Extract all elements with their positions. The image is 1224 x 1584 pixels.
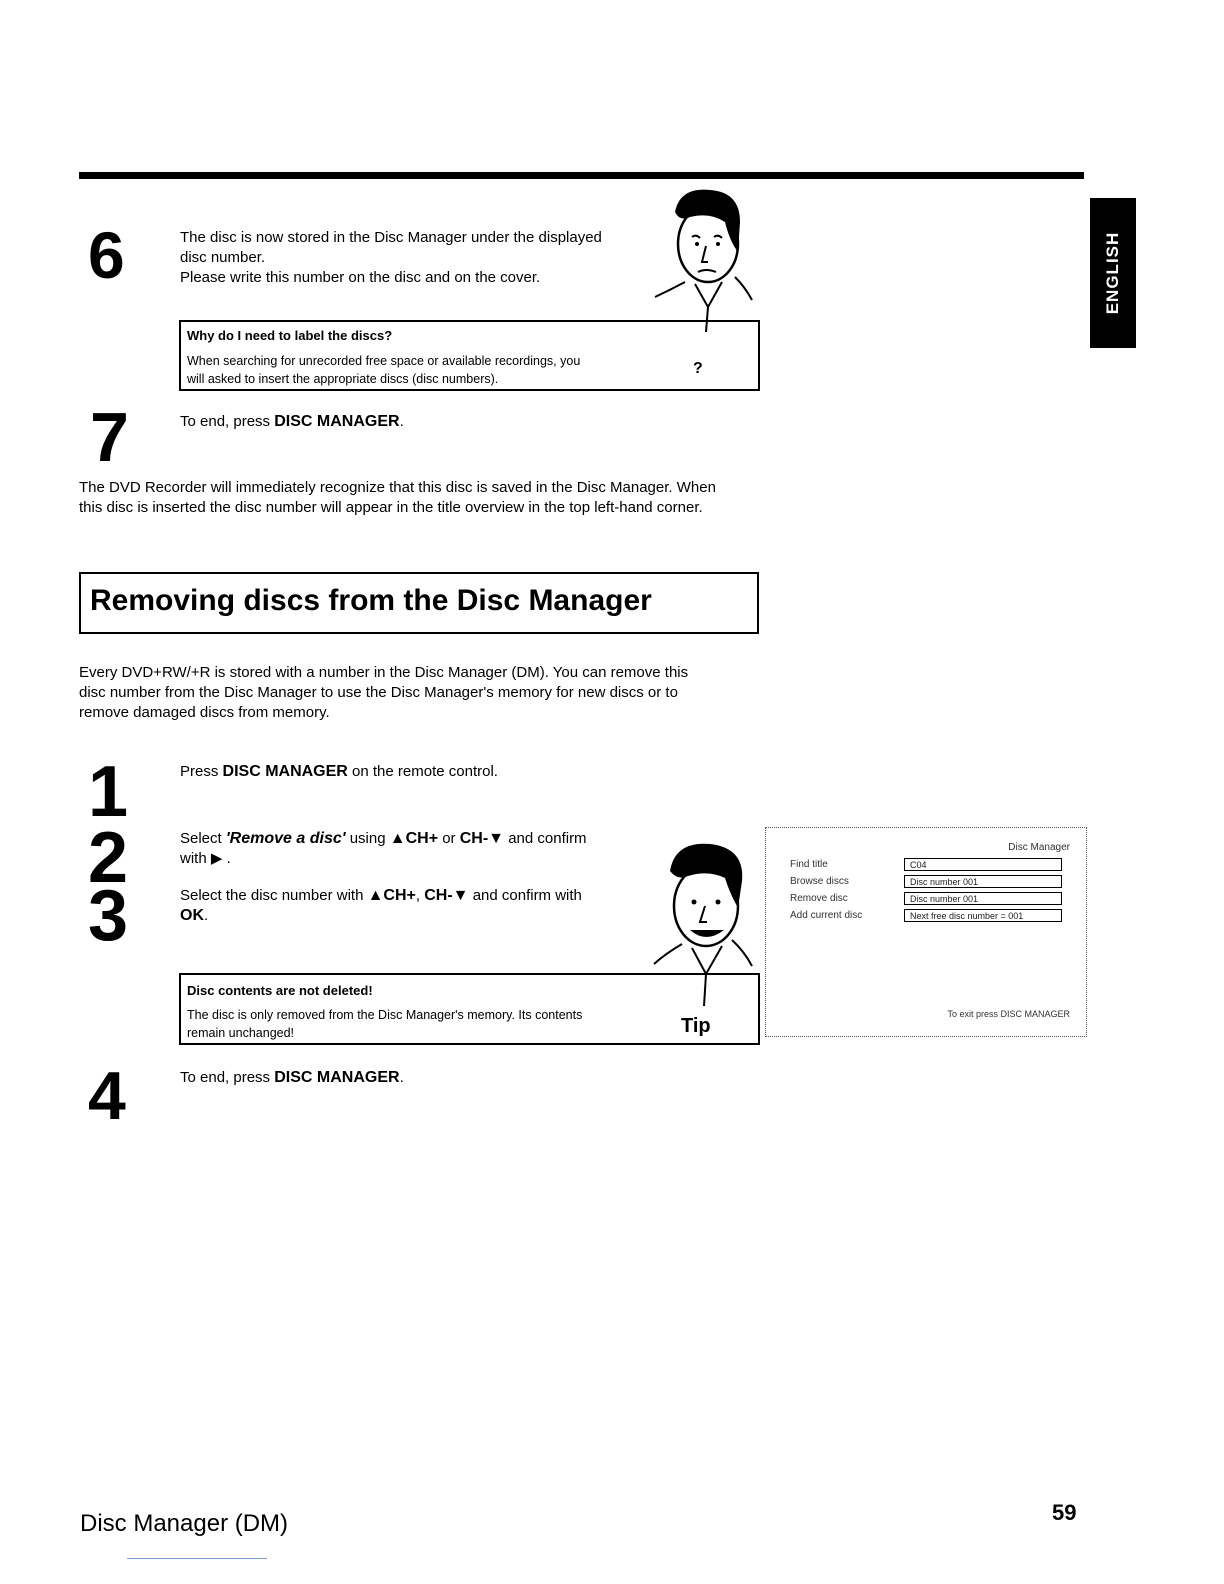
osd-row-value: C04 <box>904 858 1062 871</box>
paragraph-line: remove damaged discs from memory. <box>79 704 330 721</box>
note-why-line: When searching for unrecorded free space or available recordings, you <box>187 354 581 368</box>
ch-up-key: ▲CH+ <box>389 830 439 847</box>
ch-down-key: CH-▼ <box>459 830 505 847</box>
note-why-title: Why do I need to label the discs? <box>187 328 393 343</box>
osd-row-label: Add current disc <box>790 910 863 921</box>
osd-row-value: Disc number 001 <box>904 875 1062 888</box>
step-1-text <box>180 762 498 782</box>
footer-underline <box>127 1558 267 1559</box>
step-number-2: 2 <box>88 818 129 898</box>
step-2-confirm: and confirm <box>508 830 587 847</box>
top-rule <box>79 172 1084 179</box>
step-3-text <box>180 886 640 926</box>
section-heading-box <box>79 572 759 634</box>
page-number: 59 <box>1052 1500 1077 1525</box>
note-why-text <box>187 352 647 388</box>
note-contents-title: Disc contents are not deleted! <box>187 983 373 998</box>
step-4-text <box>180 1068 404 1088</box>
paragraph-line: this disc is inserted the disc number will appear in the title overview in the top left-hand corner. <box>79 499 703 516</box>
step-2-period: . <box>226 850 231 867</box>
disc-manager-osd <box>765 827 1087 1037</box>
step-7-suffix: . <box>399 413 404 430</box>
osd-row-label: Remove disc <box>790 893 848 904</box>
step-4-suffix: . <box>399 1069 404 1086</box>
language-tab-label: ENGLISH <box>1103 231 1122 315</box>
right-arrow-icon: ▶ <box>210 850 223 867</box>
note-contents-not-deleted <box>179 973 760 1045</box>
step-2-text <box>180 829 640 869</box>
step-number-3: 3 <box>88 876 129 956</box>
step-2-with: with <box>180 850 207 867</box>
step-6-line: The disc is now stored in the Disc Manager under the displayed <box>180 229 602 246</box>
language-tab <box>1090 198 1136 348</box>
step-3-prefix: Select the disc number with <box>180 887 364 904</box>
paragraph-line: Every DVD+RW/+R is stored with a number in the Disc Manager (DM). You can remove this <box>79 664 689 681</box>
tip-label: Tip <box>681 1015 711 1037</box>
step-1-suffix: on the remote control. <box>352 763 498 780</box>
footer-chapter-title: Disc Manager (DM) <box>80 1510 289 1537</box>
question-mark-icon: ? <box>693 360 703 377</box>
note-contents-line: remain unchanged! <box>187 1026 295 1040</box>
note-contents-text <box>187 1006 657 1042</box>
disc-manager-key: DISC MANAGER <box>222 763 348 780</box>
step-2-using: using <box>349 830 386 847</box>
step-number-4: 4 <box>88 1058 126 1134</box>
ok-key: OK <box>180 907 204 924</box>
step-3-comma: , <box>415 887 421 904</box>
ch-down-key: CH-▼ <box>424 887 469 904</box>
step-7-prefix: To end, press <box>180 413 271 430</box>
step-2-select: Select <box>180 830 222 847</box>
step-6-line: Please write this number on the disc and on the cover. <box>180 269 541 286</box>
osd-title: Disc Manager <box>1008 842 1070 853</box>
osd-row-value: Next free disc number = 001 <box>904 909 1062 922</box>
osd-footer: To exit press DISC MANAGER <box>947 1009 1070 1019</box>
step-1-prefix: Press <box>180 763 219 780</box>
step-6-line: disc number. <box>180 249 266 266</box>
step-3-confirm: and confirm with <box>472 887 582 904</box>
ch-up-key: ▲CH+ <box>367 887 416 904</box>
disc-manager-key: DISC MANAGER <box>274 1069 400 1086</box>
note-contents-line: The disc is only removed from the Disc Manager's memory. Its contents <box>187 1008 583 1022</box>
paragraph-line: The DVD Recorder will immediately recognize that this disc is saved in the Disc Manager. When <box>79 479 716 496</box>
intro-paragraph <box>79 663 759 723</box>
step-3-period: . <box>204 907 209 924</box>
osd-row-value: Disc number 001 <box>904 892 1062 905</box>
section-title: Removing discs from the Disc Manager <box>90 584 652 617</box>
osd-row-label: Find title <box>790 859 828 870</box>
step-7-text <box>180 412 404 432</box>
step-6-text <box>180 228 650 288</box>
step-number-1: 1 <box>88 752 129 832</box>
step-4-prefix: To end, press <box>180 1069 271 1086</box>
step-2-or: or <box>442 830 456 847</box>
step-number-7: 7 <box>90 398 129 476</box>
recognize-paragraph <box>79 478 759 518</box>
note-why-label <box>179 320 760 391</box>
note-why-line: will asked to insert the appropriate discs (disc numbers). <box>187 372 499 386</box>
paragraph-line: disc number from the Disc Manager to use the Disc Manager's memory for new discs or to <box>79 684 678 701</box>
step-number-6: 6 <box>88 218 125 292</box>
osd-row-label: Browse discs <box>790 876 849 887</box>
confused-man-illustration <box>640 182 760 332</box>
remove-disc-menu-item: 'Remove a disc' <box>225 830 346 847</box>
disc-manager-key: DISC MANAGER <box>274 413 400 430</box>
